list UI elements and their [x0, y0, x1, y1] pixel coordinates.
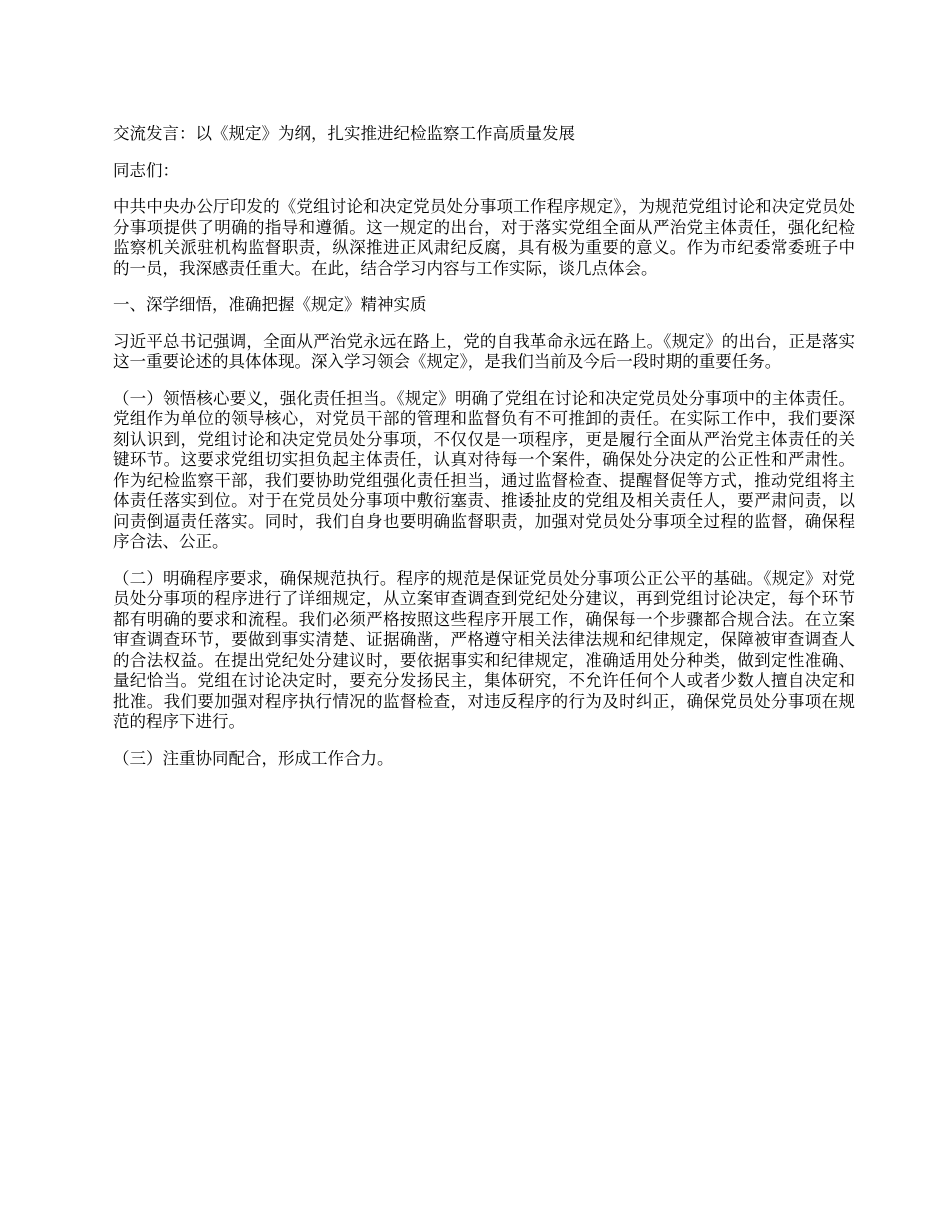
document-title: 交流发言：以《规定》为纲，扎实推进纪检监察工作高质量发展	[113, 124, 575, 143]
section-intro-paragraph: 习近平总书记强调，全面从严治党永远在路上，党的自我革命永远在路上。《规定》的出台，正是落实这一重要论述的具体体现。深入学习领会《规定》，是我们当前及今后一段时期的重要任务。	[113, 331, 855, 371]
document-body	[113, 124, 855, 785]
intro-paragraph: 中共中央办公厅印发的《党组讨论和决定党员处分事项工作程序规定》，为规范党组讨论和决定党员处分事项提供了明确的指导和遵循。这一规定的出台，对于落实党组全面从严治党主体责任，强化纪检监察机关派驻机构监督职责，纵深推进正风肃纪反腐，具有极为重要的意义。作为市纪委常委班子中的一员，我深感责任重大。在此，结合学习内容与工作实际，谈几点体会。	[113, 197, 855, 278]
point-one-paragraph: （一）领悟核心要义，强化责任担当。《规定》明确了党组在讨论和决定党员处分事项中的主体责任。党组作为单位的领导核心，对党员干部的管理和监督负有不可推卸的责任。在实际工作中，我们要深刻认识到，党组讨论和决定党员处分事项，不仅仅是一项程序，更是履行全面从严治党主体责任的关键环节。这要求党组切实担负起主体责任，认真对待每一个案件，确保处分决定的公正性和严肃性。作为纪检监察干部，我们要协助党组强化责任担当，通过监督检查、提醒督促等方式，推动党组将主体责任落实到位。对于在党员处分事项中敷衍塞责、推诿扯皮的党组及相关责任人，要严肃问责，以问责倒逼责任落实。同时，我们自身也要明确监督职责，加强对党员处分事项全过程的监督，确保程序合法、公正。	[113, 388, 855, 551]
salutation: 同志们：	[113, 160, 179, 180]
point-three-paragraph: （三）注重协同配合，形成工作合力。	[113, 748, 394, 768]
point-two-paragraph: （二）明确程序要求，确保规范执行。程序的规范是保证党员处分事项公正公平的基础。《规定》对党员处分事项的程序进行了详细规定，从立案审查调查到党纪处分建议，再到党组讨论决定，每个环节都有明确的要求和流程。我们必须严格按照这些程序开展工作，确保每一个步骤都合规合法。在立案审查调查环节，要做到事实清楚、证据确凿，严格遵守相关法律法规和纪律规定，保障被审查调查人的合法权益。在提出党纪处分建议时，要依据事实和纪律规定，准确适用处分种类，做到定性准确、量纪恰当。党组在讨论决定时，要充分发扬民主，集体研究，不允许任何个人或者少数人擅自决定和批准。我们要加强对程序执行情况的监督检查，对违反程序的行为及时纠正，确保党员处分事项在规范的程序下进行。	[113, 568, 855, 731]
section-heading: 一、深学细悟，准确把握《规定》精神实质	[113, 295, 427, 314]
